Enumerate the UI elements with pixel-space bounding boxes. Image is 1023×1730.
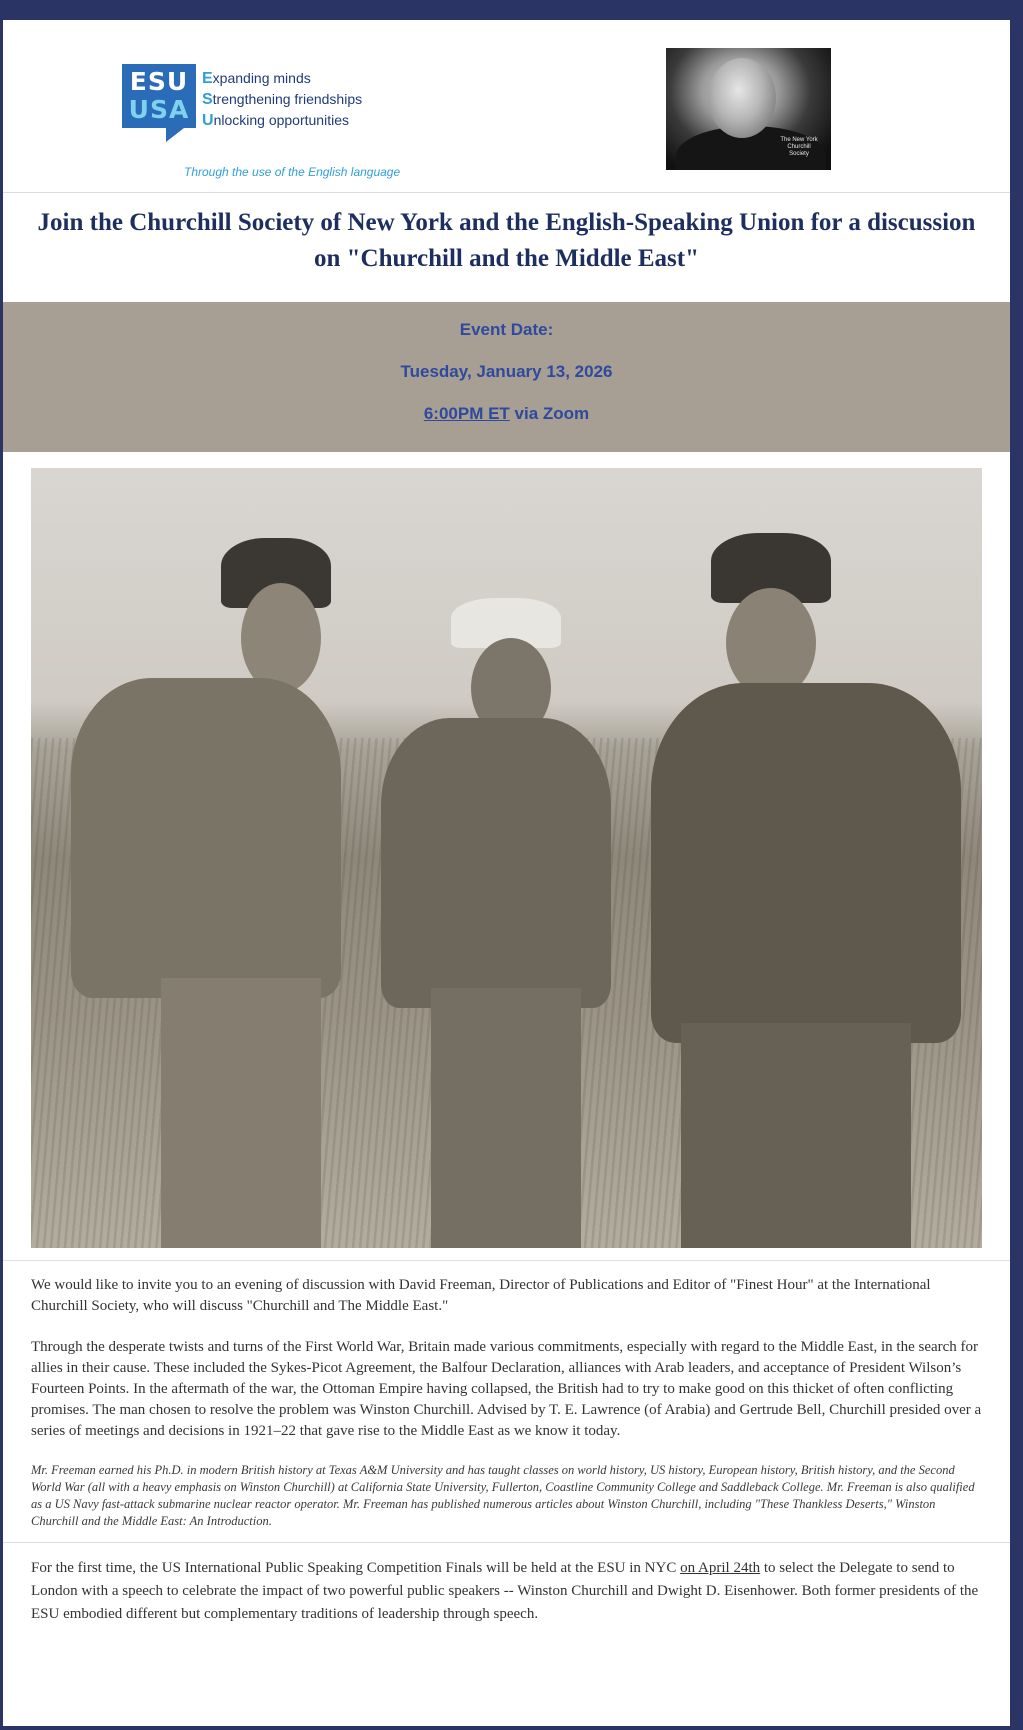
photo-figure-left bbox=[41, 538, 341, 1248]
body-text bbox=[3, 1261, 1010, 1542]
logo-line-2: USA bbox=[128, 95, 190, 124]
photo-figure-right bbox=[641, 533, 971, 1248]
competition-section bbox=[3, 1543, 1010, 1626]
photo-section bbox=[3, 452, 1010, 1261]
logo-taglines bbox=[202, 68, 362, 131]
speaker-bio: Mr. Freeman earned his Ph.D. in modern British history at Texas A&M University and has taught classes on world history, US history, European history, British history, and the Second World War (all with a heavy emphasis on Winston Churchill) at California State University, Fullerton, Coastline Community College and Saddleback College. Mr. Freeman is also qualified as a US Navy fast-attack submarine nuclear reactor operator. Mr. Freeman has published numerous articles about Winston Churchill, including "These Thankless Deserts," Winston Churchill and the Middle East: An Introduction. bbox=[31, 1463, 975, 1528]
page-title: Join the Churchill Society of New York and the English-Speaking Union for a discussion on "Churchill and the Middle East" bbox=[37, 209, 976, 272]
logo-subtitle: Through the use of the English language bbox=[184, 165, 401, 179]
event-time: 6:00PM ET via Zoom bbox=[423, 404, 590, 423]
competition-paragraph: For the first time, the US International Public Speaking Competition Finals will be held at the ESU in NYC on April 24th to select the Delegate to send to London with a speech to celebrate the impact of two powerful public speakers -- Winston Churchill and Dwight D. Eisenhower. Both former presidents of the ESU embodied different but complementary traditions of leadership through speech. bbox=[31, 1560, 979, 1622]
header bbox=[3, 20, 1010, 193]
history-paragraph: Through the desperate twists and turns of the First World War, Britain made various commitments, especially with regard to the Middle East, in the search for allies in their cause. These included the Sykes-Picot Agreement, the Balfour Declaration, alliances with Arab leaders, and acceptance of President Wilson’s Fourteen Points. In the aftermath of the war, the Ottoman Empire having collapsed, the British had to try to make good on this thicket of often conflicting promises. The man chosen to resolve the problem was Winston Churchill. Advised by T. E. Lawrence (of Arabia) and Gertrude Bell, Churchill presided over a series of meetings and decisions in 1921–22 that gave rise to the Middle East as we know it today. bbox=[31, 1339, 982, 1439]
logo-mark bbox=[122, 64, 196, 128]
photo-figure-middle bbox=[371, 598, 611, 1248]
april-24-link[interactable]: on April 24th bbox=[680, 1560, 761, 1576]
tagline-3: Unlocking opportunities bbox=[202, 112, 349, 129]
tagline-2: Strengthening friendships bbox=[202, 91, 363, 108]
esu-usa-logo[interactable] bbox=[122, 64, 442, 184]
event-details-band bbox=[3, 302, 1010, 452]
tagline-1: Expanding minds bbox=[202, 70, 311, 87]
intro-paragraph: We would like to invite you to an evening of discussion with David Freeman, Director of Publications and Editor of "Finest Hour" at the International Churchill Society, who will discuss "Churchill and The Middle East." bbox=[31, 1277, 931, 1314]
historical-photo bbox=[31, 468, 982, 1248]
churchill-portrait-image bbox=[666, 48, 831, 170]
portrait-face bbox=[708, 58, 776, 138]
event-date: Tuesday, January 13, 2026 bbox=[400, 362, 613, 381]
logo-line-1: ESU bbox=[129, 67, 189, 96]
portrait-caption: The New York Churchill Society bbox=[780, 137, 818, 157]
logo-speech-tail bbox=[166, 128, 184, 142]
event-time-link[interactable]: 6:00PM ET bbox=[423, 404, 510, 423]
email-page bbox=[3, 20, 1010, 1726]
event-date-label: Event Date: bbox=[459, 320, 554, 339]
